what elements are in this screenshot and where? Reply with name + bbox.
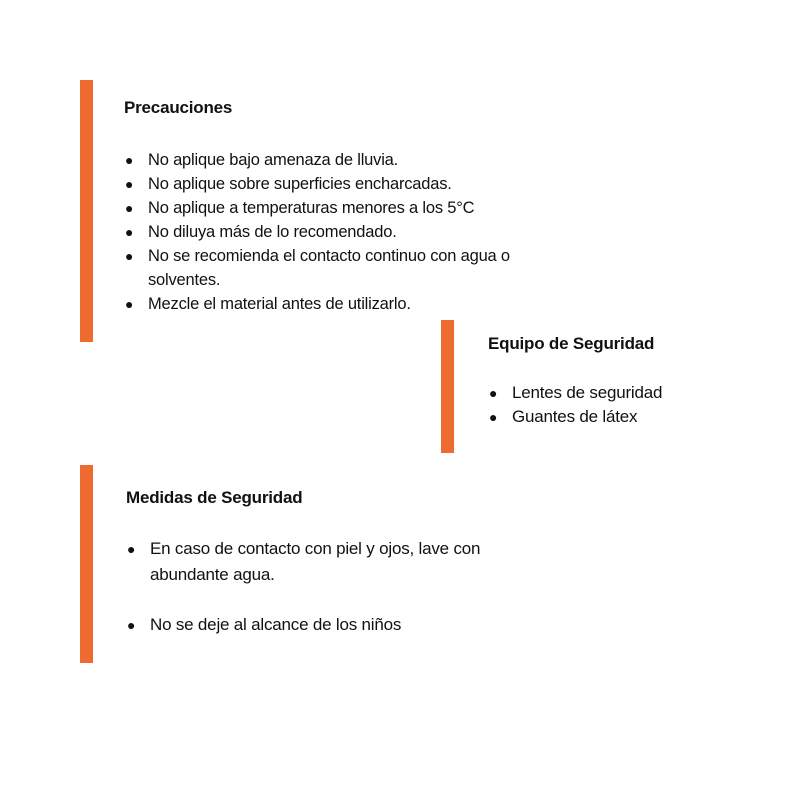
equipo-title: Equipo de Seguridad [488, 334, 655, 353]
list-item [126, 612, 546, 638]
medidas-section [126, 488, 546, 638]
bullet-icon: ● [125, 224, 134, 240]
list-item [124, 244, 544, 292]
bullet-icon: ● [125, 152, 134, 168]
list-item-text: No se deje al alcance de los niños [150, 615, 402, 634]
precauciones-title: Precauciones [124, 98, 233, 117]
list-item [488, 381, 778, 405]
bullet-icon: ● [125, 200, 134, 216]
list-item [124, 292, 544, 316]
equipo-accent-bar [441, 320, 454, 453]
precauciones-list [124, 148, 544, 316]
medidas-list [126, 536, 546, 638]
medidas-accent-bar [80, 465, 93, 663]
bullet-icon: ● [489, 409, 498, 425]
list-item [124, 220, 544, 244]
list-item-text: No aplique bajo amenaza de lluvia. [148, 151, 399, 169]
list-item [124, 172, 544, 196]
precauciones-accent-bar [80, 80, 93, 342]
equipo-list [488, 381, 778, 429]
list-item [124, 148, 544, 172]
list-item-text: Guantes de látex [512, 407, 638, 426]
equipo-section [488, 334, 778, 429]
list-item-text: Lentes de seguridad [512, 383, 663, 402]
list-item [488, 405, 778, 429]
list-item-text: No se recomienda el contacto continuo con agua o solventes. [148, 247, 510, 289]
bullet-icon: ● [489, 385, 498, 401]
precauciones-section [124, 98, 544, 316]
bullet-icon: ● [125, 296, 134, 312]
list-item-text: No diluya más de lo recomendado. [148, 223, 397, 241]
bullet-icon: ● [125, 176, 134, 192]
bullet-icon: ● [127, 541, 136, 557]
list-item-text: No aplique sobre superficies encharcadas. [148, 175, 452, 193]
bullet-icon: ● [127, 617, 136, 633]
list-item-text: En caso de contacto con piel y ojos, lave con abundante agua. [150, 539, 481, 584]
list-item [126, 536, 520, 588]
list-item-text: Mezcle el material antes de utilizarlo. [148, 295, 411, 313]
list-item-text: No aplique a temperaturas menores a los 5°C [148, 199, 475, 217]
bullet-icon: ● [125, 248, 134, 264]
list-item [124, 196, 544, 220]
medidas-title: Medidas de Seguridad [126, 488, 303, 507]
